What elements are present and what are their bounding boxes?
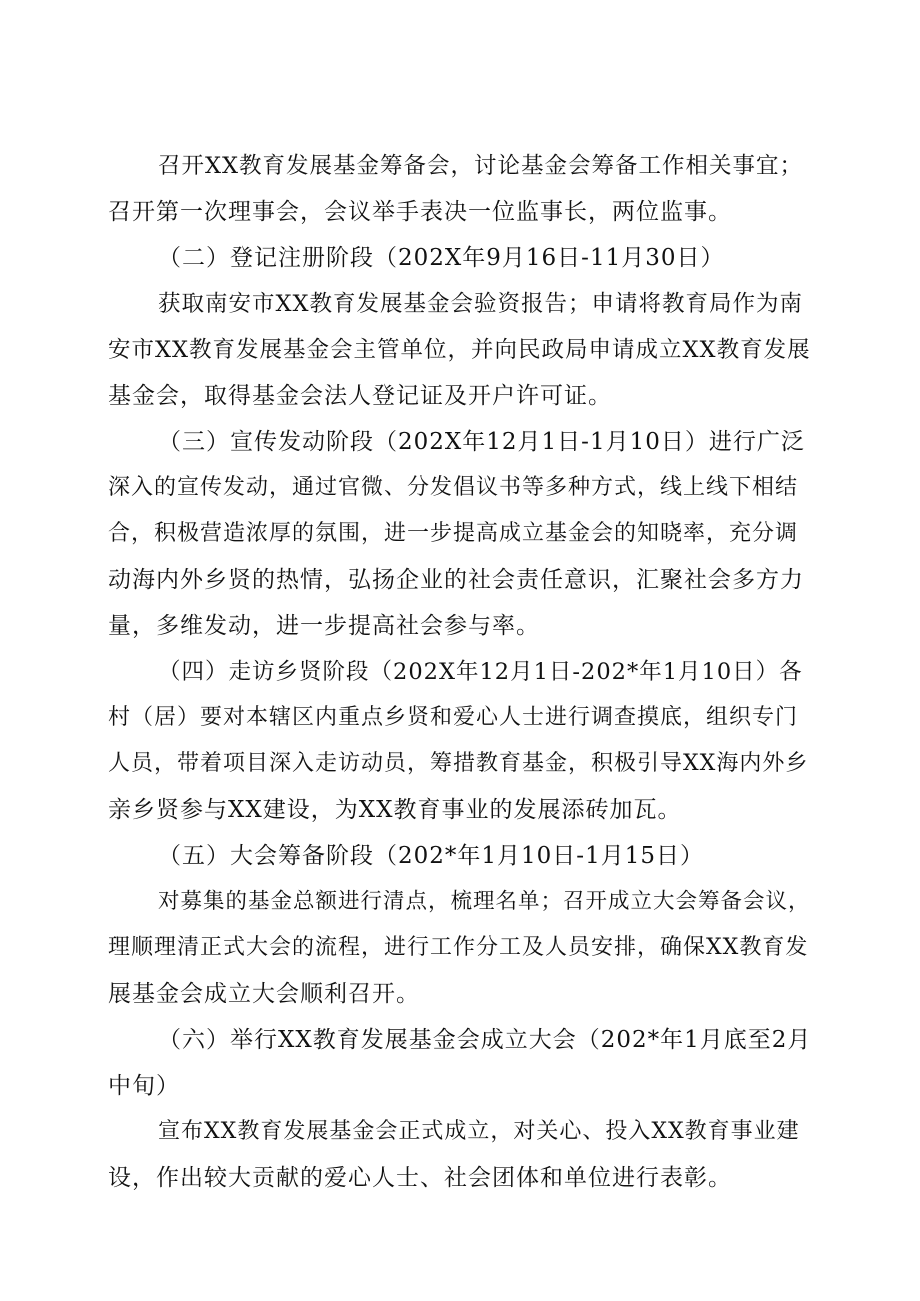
section-heading-continued: 中旬） xyxy=(108,1073,180,1099)
section-heading: （三）宣传发动阶段（202X年12月1日-1月10日）进行广泛 xyxy=(158,429,805,455)
text-line: 动海内外乡贤的热情，弘扬企业的社会责任意识，汇聚社会多方力 xyxy=(108,567,804,593)
text-line: 合，积极营造浓厚的氛围，进一步提高成立基金会的知晓率，充分调 xyxy=(108,521,799,546)
text-line: 人员，带着项目深入走访动员，筹措教育基金，积极引导XX海内外乡 xyxy=(108,751,809,776)
text-line: 宣布XX教育发展基金会正式成立，对关心、投入XX教育事业建 xyxy=(158,1119,800,1144)
text-line: 理顺理清正式大会的流程，进行工作分工及人员安排，确保XX教育发 xyxy=(108,935,809,960)
text-line: 安市XX教育发展基金会主管单位，并向民政局申请成立XX教育发展 xyxy=(108,337,811,363)
text-line: 量，多维发动，进一步提高社会参与率。 xyxy=(108,613,540,639)
text-line: 召开第一次理事会，会议举手表决一位监事长，两位监事。 xyxy=(108,199,732,225)
text-line: 村（居）要对本辖区内重点乡贤和爱心人士进行调查摸底，组织专门 xyxy=(108,705,799,730)
section-heading: （二）登记注册阶段（202X年9月16日-11月30日） xyxy=(158,245,725,271)
section-heading: （六）举行XX教育发展基金会成立大会（202*年1月底至2月 xyxy=(158,1027,812,1053)
text-line: 获取南安市XX教育发展基金会验资报告；申请将教育局作为南 xyxy=(158,291,804,317)
section-heading: （四）走访乡贤阶段（202X年12月1日-202*年1月10日）各 xyxy=(158,659,803,685)
text-line: 基金会，取得基金会法人登记证及开户许可证。 xyxy=(108,383,612,409)
text-line: 深入的宣传发动，通过官微、分发倡议书等多种方式，线上线下相结 xyxy=(108,475,799,500)
text-line: 召开XX教育发展基金筹备会，讨论基金会筹备工作相关事宜； xyxy=(158,153,804,179)
text-line: 亲乡贤参与XX建设，为XX教育事业的发展添砖加瓦。 xyxy=(108,797,682,823)
text-line: 对募集的基金总额进行清点，梳理名单；召开成立大会筹备会议， xyxy=(158,889,811,914)
section-heading: （五）大会筹备阶段（202*年1月10日-1月15日） xyxy=(158,843,704,869)
text-line: 设，作出较大贡献的爱心人士、社会团体和单位进行表彰。 xyxy=(108,1165,732,1191)
text-line: 展基金会成立大会顺利召开。 xyxy=(108,981,420,1007)
